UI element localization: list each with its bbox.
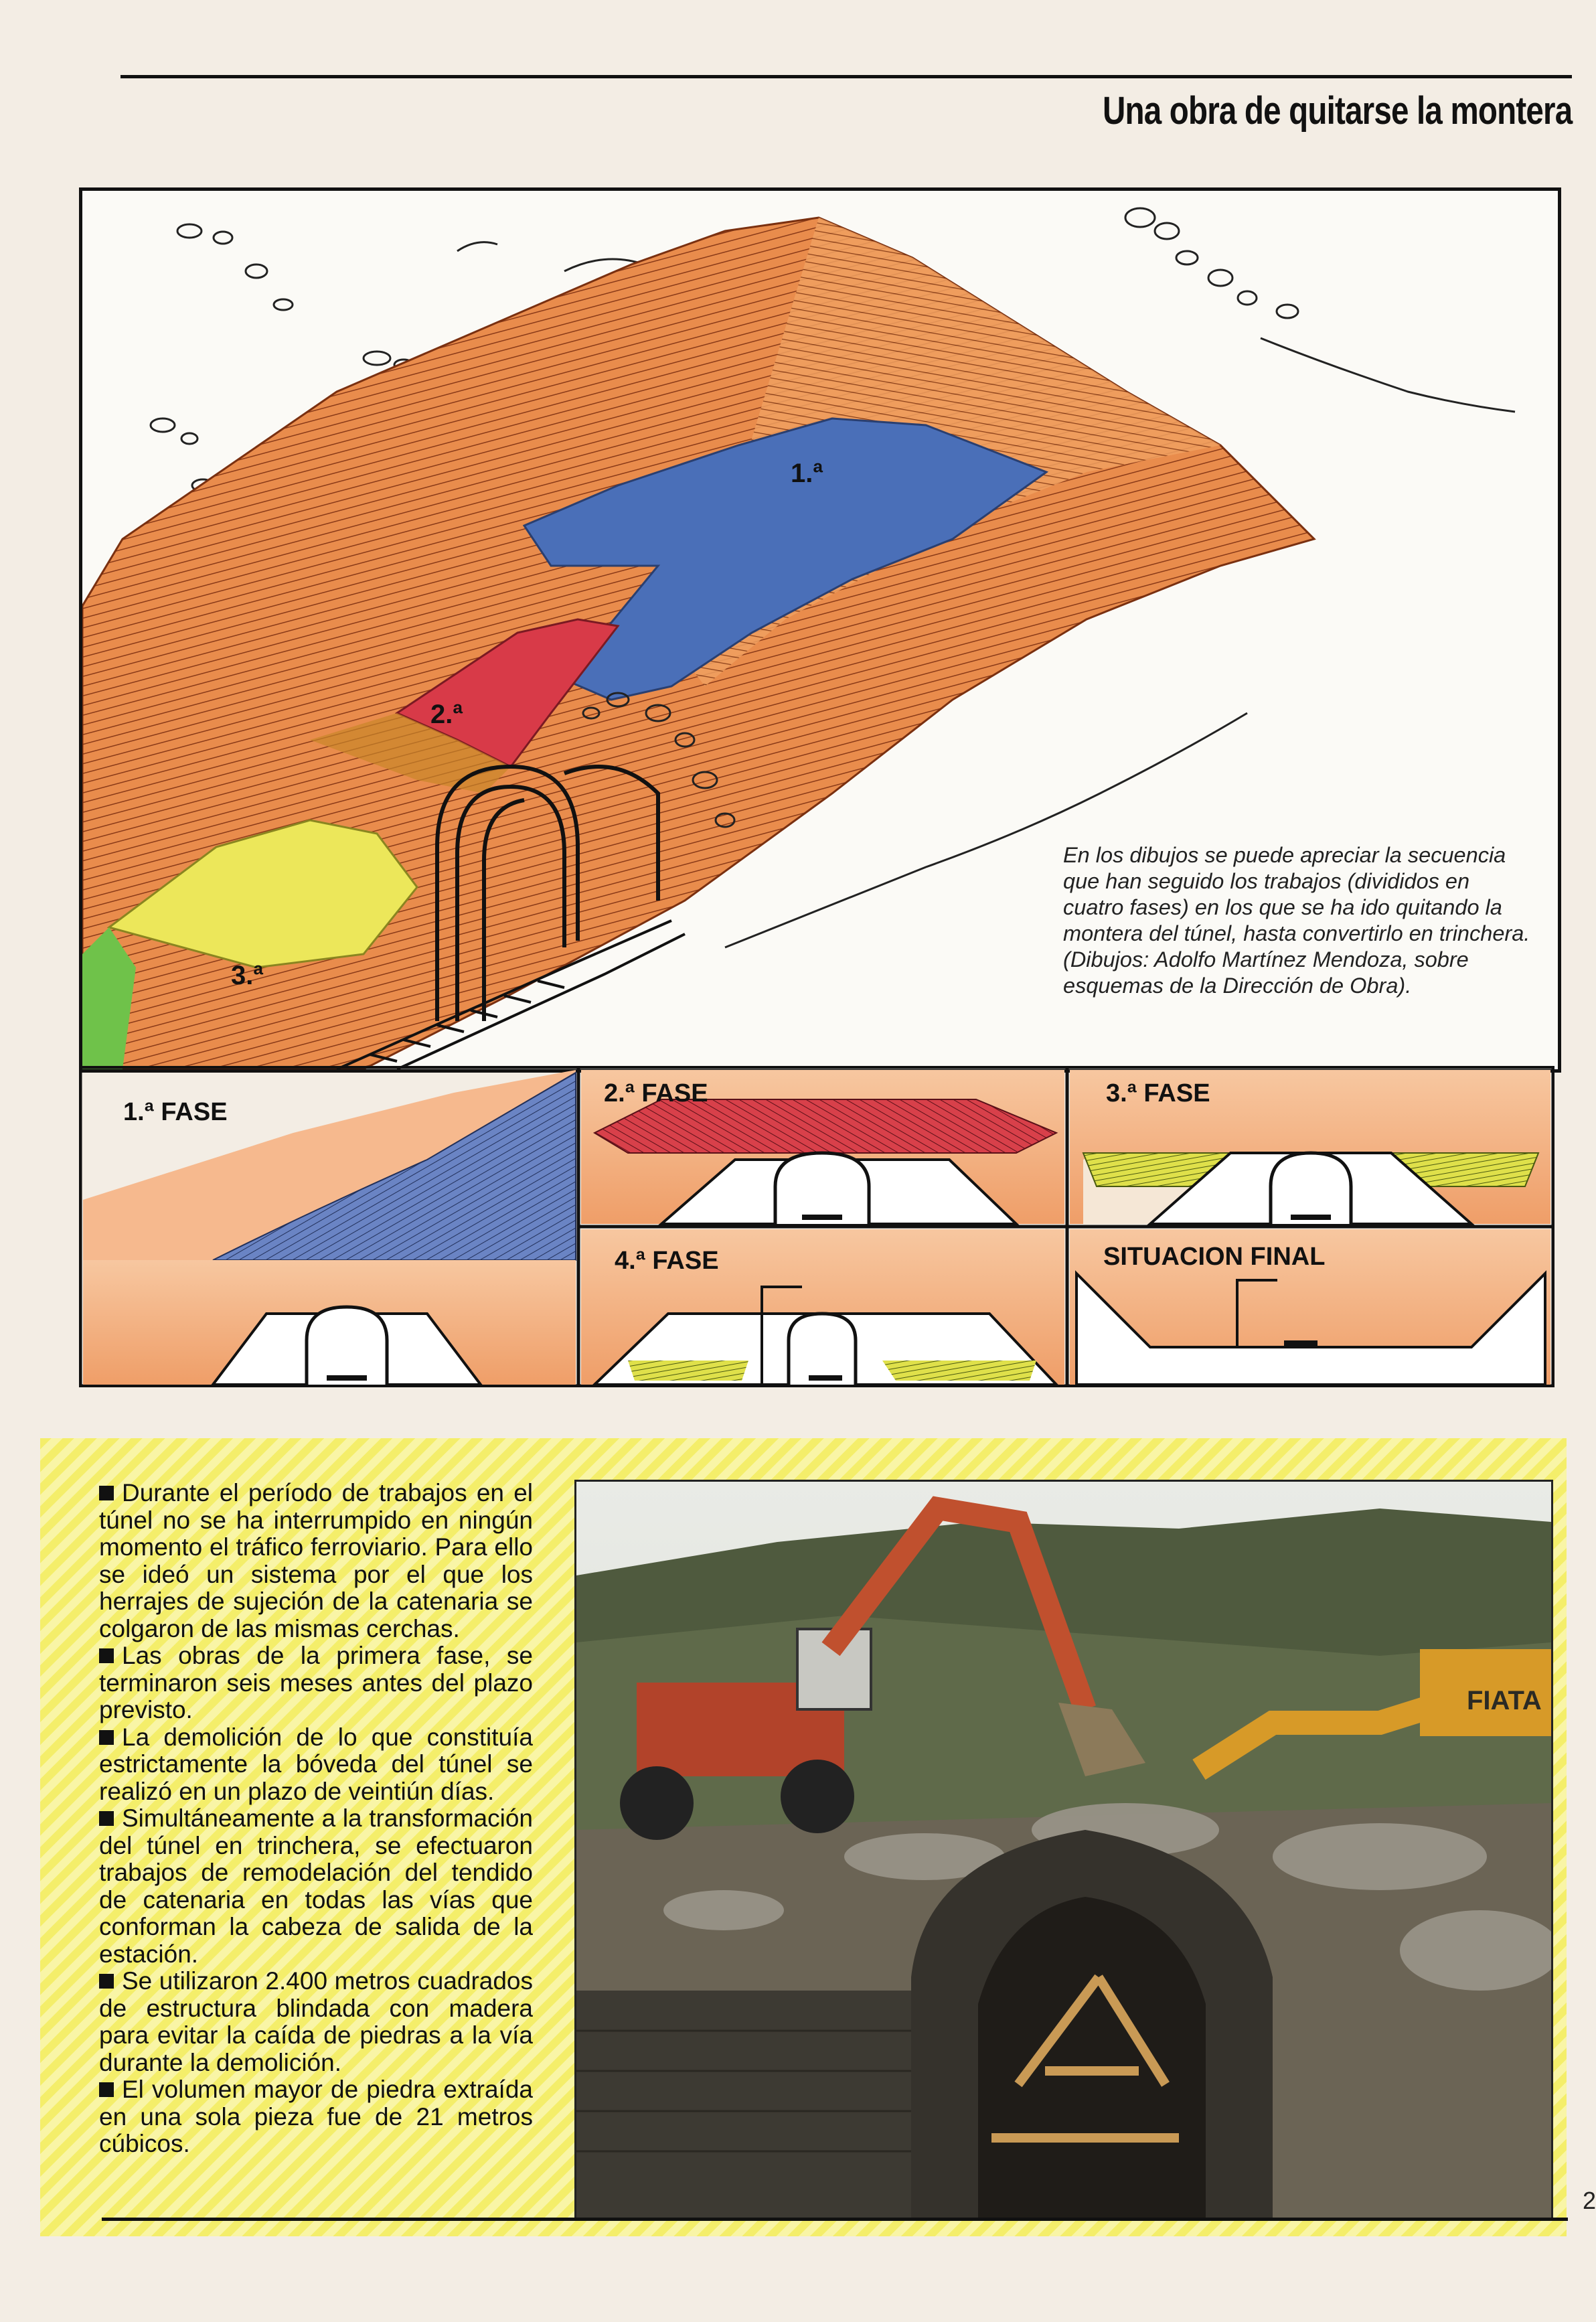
- page-number: 2: [1582, 2187, 1596, 2214]
- phase4-label: 4.ª FASE: [615, 1247, 719, 1275]
- phase1-label: 1.ª FASE: [123, 1098, 228, 1126]
- bullet-square-icon: [99, 1486, 114, 1500]
- bullet-square-icon: [99, 1974, 114, 1989]
- phase2-zone-label: 2.ª: [430, 700, 463, 729]
- list-item: Se utilizaron 2.400 metros cuadrados de estructura blindada con madera para evitar la caída de piedras a la vía durante la demolición.: [99, 1967, 533, 2076]
- final-situation-label: SITUACION FINAL: [1103, 1243, 1326, 1271]
- excavator-brand: FIATA: [1467, 1686, 1542, 1715]
- phase-diagrams: [79, 1066, 1554, 1387]
- page-title: Una obra de quitarse la montera: [1102, 89, 1572, 133]
- phase1-zone-label: 1.ª: [791, 459, 823, 488]
- phase2-label: 2.ª FASE: [604, 1079, 708, 1107]
- list-item: Simultáneamente a la transformación del túnel en trinchera, se efectuaron trabajos de remodelación del tendido de catenaria en todas las vías que conforman la cabeza de salida de la estación.: [99, 1804, 533, 1968]
- list-item: La demolición de lo que constituía estrictamente la bóveda del túnel se realizó en un plazo de veintiún días.: [99, 1723, 533, 1805]
- demolition-photo: [574, 1480, 1553, 2220]
- bottom-rule: [102, 2218, 1568, 2221]
- list-item: Durante el período de trabajos en el túnel no se ha interrumpido en ningún momento el tráfico ferroviario. Para ello se ideó un sistema por el que los herrajes de sujeción de la catenaria se colgaron de las mismas cerchas.: [99, 1479, 533, 1642]
- list-item: El volumen mayor de piedra extraída en una sola pieza fue de 21 metros cúbicos.: [99, 2076, 533, 2157]
- bullet-square-icon: [99, 2082, 114, 2097]
- figure-caption: En los dibujos se puede apreciar la secuencia que han seguido los trabajos (divididos en cuatro fases) en los que se ha ido quitando la montera del túnel, hasta convertirlo en trinchera. (Dibujos: Adolfo Martínez Mendoza, sobre esquemas de la Dirección de Obra).: [1063, 843, 1530, 998]
- photo-scene: [576, 1482, 1551, 2218]
- phase3-zone-label: 3.ª: [231, 961, 264, 990]
- top-rule: [121, 75, 1572, 78]
- bullet-square-icon: [99, 1730, 114, 1745]
- phase3-label: 3.ª FASE: [1106, 1079, 1210, 1107]
- facts-list: [99, 1480, 533, 2158]
- bullet-square-icon: [99, 1648, 114, 1663]
- bullet-square-icon: [99, 1811, 114, 1826]
- list-item: Las obras de la primera fase, se terminaron seis meses antes del plazo previsto.: [99, 1642, 533, 1723]
